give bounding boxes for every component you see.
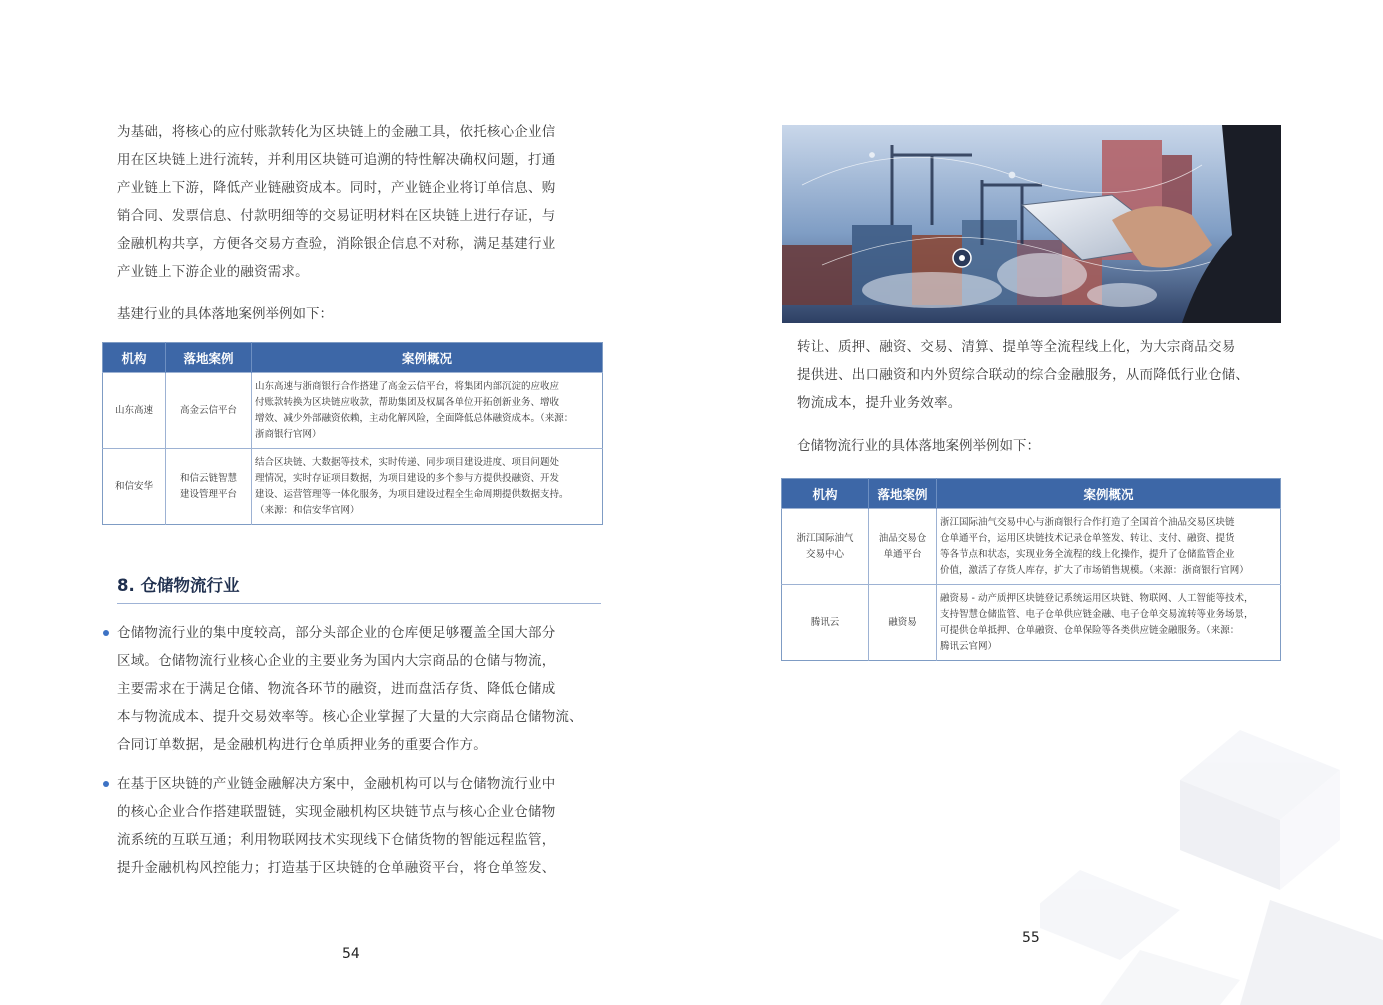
bullet-paragraph-2 <box>117 770 607 882</box>
paragraph-line: 产业链上下游，降低产业链融资成本。同时，产业链企业将订单信息、购 <box>117 180 556 196</box>
case-cell: 高金云信平台 <box>166 373 252 449</box>
paragraph-line: 仓储物流行业的集中度较高，部分头部企业的仓库便足够覆盖全国大部分 <box>117 625 556 641</box>
paragraph-line: 转让、质押、融资、交易、清算、提单等全流程线上化，为大宗商品交易 <box>797 339 1236 355</box>
institution-cell: 和信安华 <box>103 449 166 525</box>
logistics-port-photo <box>782 125 1281 323</box>
table-row <box>782 509 1281 585</box>
section-title: 8. 仓储物流行业 <box>117 576 240 595</box>
overview-cell: 结合区块链、大数据等技术，实时传递、同步项目建设进度、项目问题处 理情况，实时存证项目数据，为项目建设的多个参与方提供投融资、开发 建设、运营管理等一体化服务，为项目建设过程全生命周期提供数据支持。 （来源：和信安华官网） <box>252 449 603 525</box>
case-cell: 融资易 <box>869 585 937 661</box>
paragraph-line: 产业链上下游企业的融资需求。 <box>117 264 309 280</box>
bullet-paragraph-1 <box>117 619 607 759</box>
institution-cell: 山东高速 <box>103 373 166 449</box>
table-row <box>782 585 1281 661</box>
paragraph-line: 物流成本，提升业务效率。 <box>797 395 962 411</box>
paragraph-line: 用在区块链上进行流转，并利用区块链可追溯的特性解决确权问题，打通 <box>117 152 556 168</box>
column-header-institution: 机构 <box>103 343 166 373</box>
page-number: 54 <box>342 946 360 962</box>
column-header-overview: 案例概况 <box>937 479 1281 509</box>
column-header-institution: 机构 <box>782 479 869 509</box>
paragraph-line: 销合同、发票信息、付款明细等的交易证明材料在区块链上进行存证，与 <box>117 208 556 224</box>
paragraph-line: 为基础，将核心的应付账款转化为区块链上的金融工具，依托核心企业信 <box>117 124 556 140</box>
table-row <box>103 449 603 525</box>
warehouse-case-table <box>781 478 1281 661</box>
table-intro: 仓储物流行业的具体落地案例举例如下： <box>797 438 1040 454</box>
paragraph-line: 的核心企业合作搭建联盟链，实现金融机构区块链节点与核心企业仓储物 <box>117 804 556 820</box>
intro-paragraph <box>117 118 607 286</box>
paragraph-line: 在基于区块链的产业链金融解决方案中，金融机构可以与仓储物流行业中 <box>117 776 556 792</box>
paragraph-line: 合同订单数据，是金融机构进行仓单质押业务的重要合作方。 <box>117 737 487 753</box>
right-intro-paragraph <box>797 333 1287 417</box>
overview-cell: 浙江国际油气交易中心与浙商银行合作打造了全国首个油品交易区块链 仓单通平台，运用区块链技术记录仓单签发、转让、支付、融资、提货 等各节点和状态，实现业务全流程的线上化操作，提升了仓储监管企业 价值，激活了存货人库存，扩大了市场销售规模。（来源：浙商银行官网） <box>937 509 1281 585</box>
column-header-case: 落地案例 <box>869 479 937 509</box>
infrastructure-case-table <box>102 342 603 525</box>
page-number: 55 <box>1022 930 1040 946</box>
paragraph-line: 金融机构共享，方便各交易方查验，消除银企信息不对称，满足基建行业 <box>117 236 556 252</box>
decorative-cubes <box>1040 720 1383 1005</box>
table-intro: 基建行业的具体落地案例举例如下： <box>117 306 333 322</box>
overview-cell: 山东高速与浙商银行合作搭建了高金云信平台，将集团内部沉淀的应收应 付账款转换为区块链应收款，帮助集团及权属各单位开拓创新业务、增收 增效、减少外部融资依赖，主动化解风险，全面降低总体融资成本。（来源： 浙商银行官网） <box>252 373 603 449</box>
paragraph-line: 提供进、出口融资和内外贸综合联动的综合金融服务，从而降低行业仓储、 <box>797 367 1250 383</box>
paragraph-line: 主要需求在于满足仓储、物流各环节的融资，进而盘活存货、降低仓储成 <box>117 681 556 697</box>
table-row <box>103 373 603 449</box>
institution-cell: 腾讯云 <box>782 585 869 661</box>
column-header-case: 落地案例 <box>166 343 252 373</box>
paragraph-line: 提升金融机构风控能力；打造基于区块链的仓单融资平台，将仓单签发、 <box>117 860 556 876</box>
overview-cell: 融资易 - 动产质押区块链登记系统运用区块链、物联网、人工智能等技术， 支持智慧仓储监管、电子仓单供应链金融、电子仓单交易流转等业务场景， 可提供仓单抵押、仓单融资、仓单保险等各类供应链金融服务。（来源： 腾讯云官网） <box>937 585 1281 661</box>
column-header-overview: 案例概况 <box>252 343 603 373</box>
section-divider <box>117 603 601 604</box>
paragraph-line: 本与物流成本、提升交易效率等。核心企业掌握了大量的大宗商品仓储物流、 <box>117 709 583 725</box>
bullet-dot-icon <box>103 630 109 636</box>
case-cell: 油品交易仓 单通平台 <box>869 509 937 585</box>
bullet-dot-icon <box>103 781 109 787</box>
institution-cell: 浙江国际油气 交易中心 <box>782 509 869 585</box>
paragraph-line: 区域。仓储物流行业核心企业的主要业务为国内大宗商品的仓储与物流， <box>117 653 556 669</box>
case-cell: 和信云链智慧 建设管理平台 <box>166 449 252 525</box>
paragraph-line: 流系统的互联互通；利用物联网技术实现线下仓储货物的智能远程监管， <box>117 832 556 848</box>
